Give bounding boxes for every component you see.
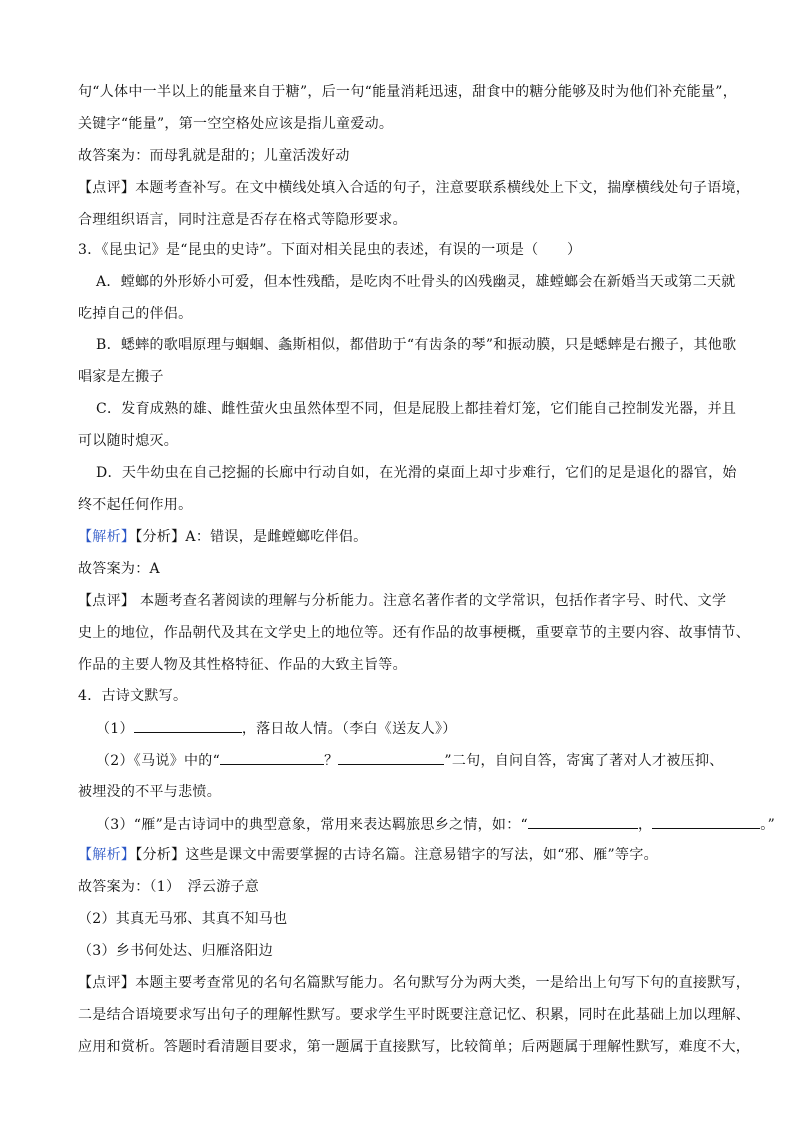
analysis-tag: 【解析】 [78, 847, 136, 863]
item-text: ，落日故人情。（李白《送友人》） [241, 721, 457, 737]
answer-line: （2）其真无马邪、其真不知马也 [78, 911, 288, 927]
option-d: D．天牛幼虫在自己挖掘的长廊中行动自如，在光滑的桌面上却寸步难行，它们的足是退化的器官，始 [96, 465, 737, 481]
item-text: （2）《马说》中的“ [96, 753, 221, 769]
comment-line [78, 178, 750, 198]
answer-blank [220, 750, 324, 765]
fill-item-2 [96, 750, 724, 771]
item-number: （1） [96, 721, 134, 737]
fill-item-3 [96, 814, 775, 835]
item-text: ， [637, 817, 653, 833]
question-stem: 4．古诗文默写。 [78, 688, 188, 704]
analysis-text: 【分析】A：错误，是雌螳螂吃伴侣。 [135, 529, 368, 545]
answer-line: （3）乡书何处达、归雁洛阳边 [78, 943, 274, 959]
text-line: 被埋没的不平与悲愤。 [78, 784, 221, 800]
fill-item-1 [96, 718, 457, 739]
answer-blank [528, 814, 638, 829]
answer-blank [652, 814, 760, 829]
analysis-line [78, 527, 367, 547]
comment-tag: 【点评】 [78, 975, 136, 991]
option-c-cont: 可以随时熄灭。 [78, 433, 179, 449]
comment-tag: 【点评】 [78, 180, 136, 196]
comment-line [78, 591, 726, 611]
analysis-line [78, 845, 658, 865]
comment-text: 本题考查补写。在文中横线处填入合适的句子，注意要联系横线处上下文，揣摩横线处句子语境， [135, 180, 751, 196]
option-d-cont: 终不起任何作用。 [78, 497, 193, 513]
item-text: （3）“雁”是古诗词中的典型意象，常用来表达羁旅思乡之情，如：“ [96, 817, 528, 833]
item-text: ”二句，自问自答，寄寓了著对人才被压抑、 [444, 753, 724, 769]
option-a: A．螳螂的外形娇小可爱，但本性残酷，是吃肉不吐骨头的凶残幽灵，雄螳螂会在新婚当天或第二天就 [96, 274, 736, 290]
text-line: 应用和赏析。答题时看清题目要求，第一题属于直接默写，比较简单；后两题属于理解性默写，难度不大， [78, 1039, 751, 1055]
option-a-cont: 吃掉自己的伴侣。 [78, 306, 193, 322]
comment-tag: 【点评】 [78, 593, 136, 609]
text-line: 句“人体中一半以上的能量来自于糖”，后一句“能量消耗迅速，甜食中的糖分能够及时为他们补充能量”， [78, 84, 738, 100]
analysis-tag: 【解析】 [78, 529, 136, 545]
option-b: B．蟋蟀的歌唱原理与蝈蝈、螽斯相似，都借助于“有齿条的琴”和振动膜，只是蟋蟀是右搬子，其他歌 [96, 337, 737, 353]
answer-line: 故答案为：A [78, 561, 160, 577]
text-line: 史上的地位，作品朝代及其在文学史上的地位等。还有作品的故事梗概，重要章节的主要内容、故事情节、 [78, 625, 751, 641]
item-text: 。” [760, 817, 776, 833]
comment-line [78, 973, 750, 993]
text-line: 二是结合语境要求写出句子的理解性默写。要求学生平时既要注意记忆、积累，同时在此基础上加以理解、 [78, 1007, 751, 1023]
answer-blank [338, 750, 444, 765]
text-line: 关键字“能量”，第一空空格处应该是指儿童爱动。 [78, 116, 394, 132]
text-line: 作品的主要人物及其性格特征、作品的大致主旨等。 [78, 657, 407, 673]
analysis-text: 【分析】这些是课文中需要掌握的古诗名篇。注意易错字的写法，如“邪、雁”等字。 [135, 847, 658, 863]
item-text: ？ [324, 753, 339, 769]
text-line: 合理组织语言，同时注意是否存在格式等隐形要求。 [78, 212, 407, 228]
option-b-cont: 唱家是左搬子 [78, 369, 164, 385]
comment-text: 本题主要考查常见的名句名篇默写能力。名句默写分为两大类，一是给出上句写下句的直接默写， [135, 975, 751, 991]
question-stem: 3．《昆虫记》是“昆虫的史诗”。下面对相关昆虫的表述，有误的一项是（ ） [78, 242, 582, 258]
answer-line: 故答案为：而母乳就是甜的；儿童活泼好动 [78, 148, 350, 164]
answer-line: 故答案为：（1） 浮云游子意 [78, 879, 260, 895]
answer-blank [134, 718, 242, 733]
option-c: C．发育成熟的雄、雌性萤火虫虽然体型不同，但是屁股上都挂着灯笼，它们能自己控制发光器，并且 [96, 401, 737, 417]
comment-text: 本题考查名著阅读的理解与分析能力。注意名著作者的文学常识，包括作者字号、时代、文学 [135, 593, 727, 609]
